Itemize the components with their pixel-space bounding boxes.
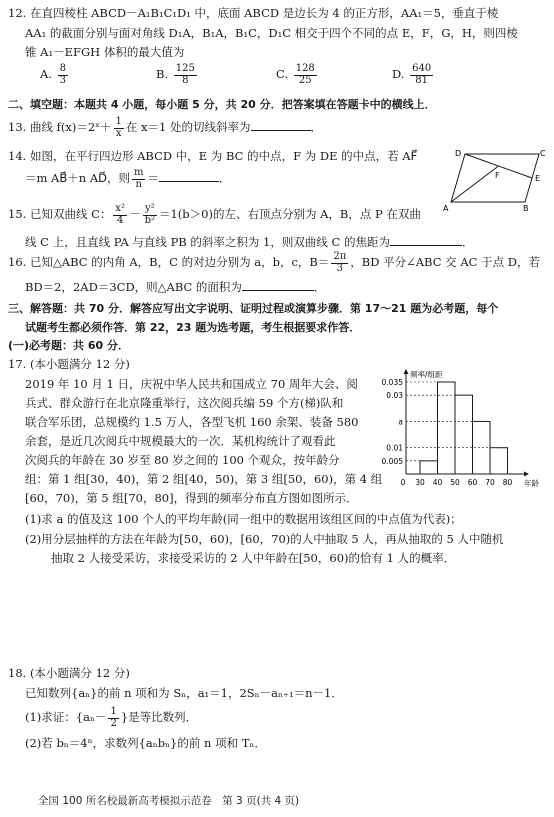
denominator: 2	[110, 717, 117, 729]
q16-line2-text: BD＝2，2AD＝3CD，则△ABC 的面积为	[25, 280, 242, 294]
q13-end: ．	[310, 120, 323, 134]
q16-end: ．	[313, 280, 326, 294]
q15-suffix: ＝1(b＞0)的左、右顶点分别为 A，B，点 P 在双曲	[158, 207, 421, 221]
q14-fraction	[132, 168, 145, 190]
choice-label: B.	[156, 67, 169, 81]
q17-body-line: 兵式、群众游行在北京隆重举行，这次阅兵编 59 个方(梯)队和	[25, 396, 344, 410]
required-header: (一)必考题：共 60 分．	[8, 339, 130, 352]
numerator: y²	[143, 204, 157, 216]
q16-prefix: 16. 已知△ABC 的内角 A，B，C 的对边分别为 a，b，c，B＝	[8, 255, 330, 269]
label-c: C	[540, 149, 546, 158]
x-tick-label: 60	[467, 478, 478, 487]
q17-body-line: 联合军乐团，总规模约 1.5 万人，各型飞机 160 余架、装备 580	[25, 415, 359, 429]
q18-fraction	[108, 707, 118, 729]
denominator: x	[115, 127, 122, 139]
x-tick-label: 50	[450, 478, 460, 487]
label-a: A	[443, 204, 449, 213]
x-tick-label: 80	[502, 478, 513, 487]
numerator: m	[133, 167, 144, 178]
section2-header: 二、填空题：本题共 4 小题，每小题 5 分，共 20 分．把答案填在答题卡中的横线上．	[8, 98, 436, 111]
y-axis-arrow-icon	[404, 369, 409, 374]
numerator: 1	[110, 706, 117, 717]
q18-title: 18. (本小题满分 12 分)	[8, 666, 130, 680]
y-tick-label: 0.03	[386, 391, 403, 401]
q15-fraction-x	[113, 204, 127, 226]
q15-end: ．	[462, 235, 474, 249]
denominator: n	[135, 178, 142, 190]
q18-sub1-suffix: }是等比数列．	[120, 710, 198, 724]
choice-label: D.	[392, 67, 405, 81]
q14-end: ．	[218, 171, 231, 185]
q17-body-line: [60，70)，第 5 组[70，80]，得到的频率分布直方图如图所示．	[25, 491, 358, 505]
q18-sub1-prefix: (1)求证：{aₙ－	[25, 710, 107, 724]
q16-line1	[8, 252, 540, 274]
q15-fraction-y	[143, 204, 157, 226]
page-footer: 全国 100 所名校最新高考模拟示范卷 第 3 页(共 4 页)	[38, 795, 300, 807]
denominator: 3	[336, 262, 343, 274]
denominator: b²	[144, 214, 155, 226]
answer-blank[interactable]	[242, 280, 314, 291]
q17-title: 17. (本小题满分 12 分)	[8, 357, 130, 371]
histogram-bar	[438, 382, 456, 474]
denominator: 8	[182, 74, 189, 86]
q17-body-line: 余套，是近几次阅兵中规模最大的一次．某机构统计了观看此	[25, 434, 336, 448]
q15-line2	[25, 235, 474, 249]
histogram-bar	[420, 461, 438, 474]
numerator: x²	[115, 203, 126, 214]
choice-fraction	[58, 64, 68, 86]
q18-line1: 已知数列{aₙ}的前 n 项和为 Sₙ，a₁＝1，2Sₙ－aₙ₊₁＝n－1．	[25, 686, 343, 700]
denominator: 3	[59, 74, 66, 86]
q13-fraction	[114, 117, 124, 139]
q18-sub2: (2)若 bₙ＝4ⁿ，求数列{aₙbₙ}的前 n 项和 Tₙ．	[25, 736, 266, 750]
denominator: 81	[415, 74, 429, 86]
q12-line3: 锥 A₁－EFGH 体积的最大值为	[25, 45, 185, 59]
numerator: 1	[115, 116, 122, 127]
label-e: E	[535, 174, 541, 183]
q12-choice-b	[156, 64, 199, 86]
q16-fraction	[331, 252, 348, 274]
x-tick-label: 30	[415, 478, 425, 487]
numerator: 125	[175, 63, 195, 74]
q12-line2: AA₁ 的截面分别与面对角线 D₁A，B₁A，B₁C，D₁C 相交于四个不同的点 E，F，G，H，则四棱	[25, 26, 518, 40]
choice-fraction	[294, 64, 317, 86]
q15-line2-text: 线 C 上，且直线 PA 与直线 PB 的斜率之积为 1，则双曲线 C 的焦距为	[25, 235, 390, 249]
q12-choice-d	[392, 64, 435, 86]
answer-blank[interactable]	[159, 171, 219, 182]
q12-choice-c	[276, 64, 319, 86]
q13-prefix: 13. 曲线 f(x)＝2ˣ＋	[8, 120, 112, 134]
q13-suffix: 在 x＝1 处的切线斜率为	[125, 120, 251, 134]
choice-label: C.	[276, 67, 289, 81]
parallelogram-figure	[443, 144, 547, 214]
q17-body-line: 次阅兵的年龄在 30 岁至 80 岁之间的 100 个观众，按年龄分	[25, 453, 340, 467]
frequency-histogram	[368, 368, 552, 494]
answer-blank[interactable]	[390, 235, 462, 246]
x-axis-label: 年龄	[524, 479, 539, 488]
y-tick-label: 0.035	[381, 378, 403, 387]
y-tick-label: 0.005	[381, 456, 403, 466]
y-axis-label: 频率/组距	[410, 370, 443, 379]
label-f: F	[495, 171, 500, 180]
denominator: 25	[298, 74, 312, 86]
q14-line2-prefix: ＝m AB⃗＋n AD⃗，则	[25, 171, 130, 185]
choice-label: A.	[40, 67, 52, 81]
q15-prefix: 15. 已知双曲线 C：	[8, 207, 112, 221]
denominator: 4	[117, 214, 124, 226]
x-tick-label: 0	[400, 478, 406, 487]
q15-line1	[8, 204, 421, 226]
y-tick-label: a	[398, 417, 403, 427]
answer-blank[interactable]	[251, 120, 311, 131]
histogram-bar	[490, 448, 508, 474]
section3-header-line2: 试题考生都必须作答．第 22，23 题为选考题，考生根据要求作答．	[25, 321, 361, 334]
y-tick-label: 0.01	[386, 443, 403, 453]
q18-sub1	[25, 707, 197, 729]
choice-fraction	[410, 64, 433, 86]
q14-line2-suffix: ＝	[147, 171, 159, 185]
q16-line2	[25, 280, 325, 294]
numerator: 128	[295, 63, 315, 74]
x-tick-label: 70	[485, 478, 495, 487]
q12-choice-a	[40, 64, 70, 86]
x-axis-arrow-icon	[524, 472, 529, 477]
segment-af	[451, 166, 499, 202]
q17-body-line: 组：第 1 组[30，40)，第 2 组[40，50)，第 3 组[50，60)，第 4 组	[25, 472, 383, 486]
q12-line1: 12. 在直四棱柱 ABCD－A₁B₁C₁D₁ 中，底面 ABCD 是边长为 4 的正方形，AA₁＝5，垂直于棱	[8, 6, 499, 20]
histogram-bar	[455, 395, 473, 474]
q14-line2	[25, 168, 230, 190]
label-b: B	[523, 204, 529, 213]
x-tick-label: 40	[432, 478, 443, 487]
numerator: 640	[412, 63, 432, 74]
q17-body-line: 2019 年 10 月 1 日，庆祝中华人民共和国成立 70 周年大会、阅	[25, 377, 358, 391]
q17-sub2-line1: (2)用分层抽样的方法在年龄为[50，60)，[60，70)的人中抽取 5 人，再从抽取的 5 人中随机	[25, 532, 504, 546]
choice-fraction	[174, 64, 197, 86]
q15-mid: －	[129, 207, 141, 221]
numerator: 8	[59, 63, 66, 74]
label-d: D	[455, 149, 462, 158]
q13	[8, 117, 322, 139]
q16-suffix: ，BD 平分∠ABC 交 AC 于点 D，若	[350, 255, 540, 269]
section3-header-line1: 三、解答题：共 70 分．解答应写出文字说明、证明过程或演算步骤．第 17～21 题为必考题，每个	[8, 302, 499, 315]
q17-sub1: (1)求 a 的值及这 100 个人的平均年龄(同一组中的数据用该组区间的中点值为代表)；	[25, 512, 462, 526]
q14-line1: 14. 如图，在平行四边形 ABCD 中，E 为 BC 的中点，F 为 DE 的中点，若 AF⃗	[8, 149, 418, 163]
numerator: 2π	[333, 251, 347, 262]
q17-sub2-line2: 抽取 2 人接受采访，求接受采访的 2 人中年龄在[50，60)的恰有 1 人的概率．	[51, 551, 456, 565]
